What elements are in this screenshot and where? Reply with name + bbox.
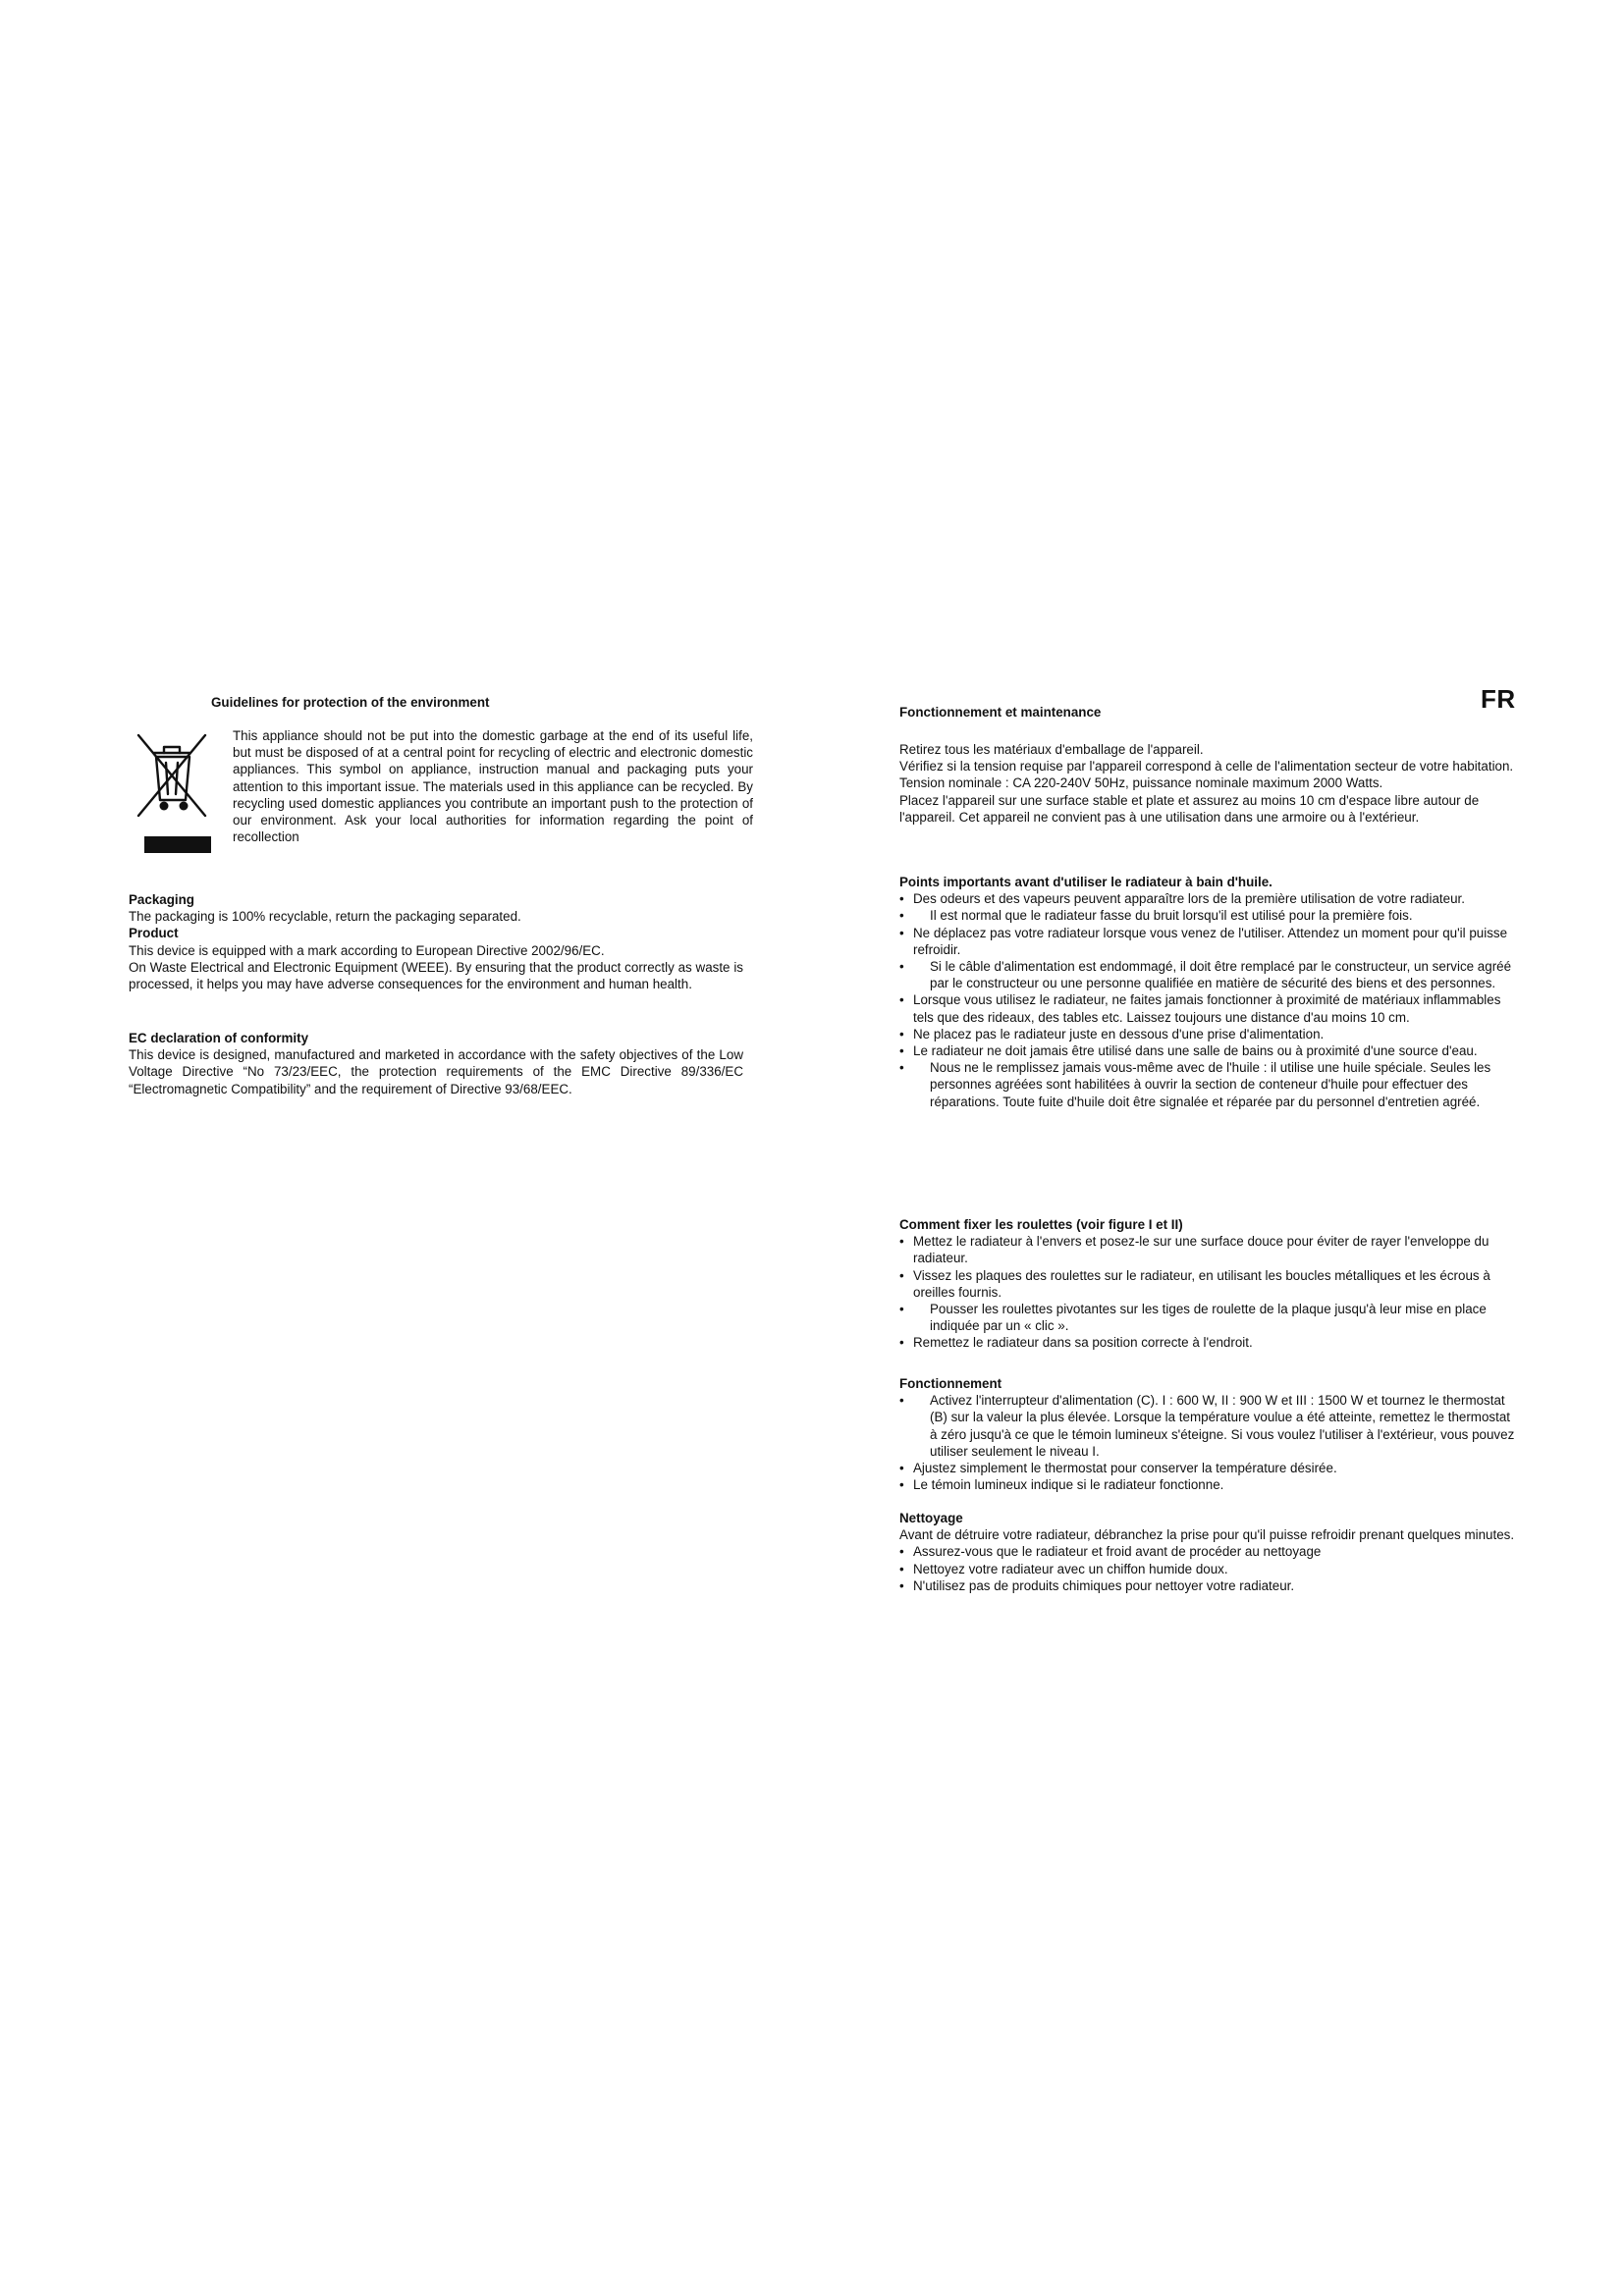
crossed-out-wheelie-bin-icon (135, 731, 209, 822)
product-text-2: On Waste Electrical and Electronic Equipment (WEEE). By ensuring that the product correctly as waste is processed, it helps you may have adverse consequences for the environment and human health. (129, 959, 743, 992)
intro-line: Tension nominale : CA 220-240V 50Hz, puissance nominale maximum 2000 Watts. (899, 775, 1383, 791)
important-points-section (899, 874, 1518, 1110)
product-heading: Product (129, 926, 179, 941)
weee-black-bar (144, 836, 211, 853)
ec-declaration-heading: EC declaration of conformity (129, 1031, 309, 1045)
operation-section (899, 1375, 1518, 1493)
page-title: Fonctionnement et maintenance (899, 705, 1102, 720)
list-item: • Si le câble d'alimentation est endommagé, il doit être remplacé par le constructeur, un service agréé par le constructeur ou une personne qualifiée en matière de sécurité des biens et des personnes. (899, 958, 1518, 991)
list-item: • Nettoyez votre radiateur avec un chiffon humide doux. (899, 1561, 1518, 1577)
cleaning-heading: Nettoyage (899, 1511, 963, 1525)
list-item: • Lorsque vous utilisez le radiateur, ne faites jamais fonctionner à proximité de matériaux inflammables tels que des rideaux, des tables etc. Laissez toujours une distance d'au moins 10 cm. (899, 991, 1518, 1025)
cleaning-section (899, 1510, 1518, 1594)
intro-line: Retirez tous les matériaux d'emballage de l'appareil. (899, 742, 1204, 757)
product-text-1: This device is equipped with a mark according to European Directive 2002/96/EC. (129, 942, 605, 958)
list-item: • Ne déplacez pas votre radiateur lorsque vous venez de l'utiliser. Attendez un moment pour qu'il puisse refroidir. (899, 925, 1518, 958)
list-item: • Il est normal que le radiateur fasse du bruit lorsqu'il est utilisé pour la première fois. (899, 907, 1518, 924)
environment-guidelines-heading: Guidelines for protection of the environment (211, 695, 490, 710)
list-item: • Le témoin lumineux indique si le radiateur fonctionne. (899, 1476, 1518, 1493)
intro-line: Placez l'appareil sur une surface stable et plate et assurez au moins 10 cm d'espace libre autour de l'appareil. Cet appareil ne convient pas à une utilisation dans une armoire ou à l'extérieur. (899, 792, 1480, 825)
important-points-heading: Points importants avant d'utiliser le radiateur à bain d'huile. (899, 875, 1272, 889)
list-item: • Assurez-vous que le radiateur et froid avant de procéder au nettoyage (899, 1543, 1518, 1560)
intro-section (899, 741, 1518, 826)
list-item: • Ajustez simplement le thermostat pour conserver la température désirée. (899, 1460, 1518, 1476)
list-item: • Vissez les plaques des roulettes sur le radiateur, en utilisant les boucles métalliques et les écrous à oreilles fournis. (899, 1267, 1518, 1301)
language-badge: FR (1481, 684, 1516, 714)
wheels-section (899, 1216, 1518, 1352)
environment-guidelines-text: This appliance should not be put into the domestic garbage at the end of its useful life, but must be disposed of at a central point for recycling of electric and electronic domestic appliances. This symbol on appliance, instruction manual and packaging puts your attention to this important issue. The materials used in this appliance can be recycled. By recycling used domestic appliances you contribute an important push to the protection of our environment. Ask your local authorities for information regarding the point of recollection (233, 728, 753, 845)
list-item: • Des odeurs et des vapeurs peuvent apparaître lors de la première utilisation de votre radiateur. (899, 890, 1518, 907)
packaging-heading: Packaging (129, 892, 194, 907)
packaging-section (129, 891, 743, 992)
list-item: • Ne placez pas le radiateur juste en dessous d'une prise d'alimentation. (899, 1026, 1518, 1042)
ec-declaration-section (129, 1030, 743, 1097)
list-item: • Mettez le radiateur à l'envers et posez-le sur une surface douce pour éviter de rayer l'enveloppe du radiateur. (899, 1233, 1518, 1266)
ec-declaration-text: This device is designed, manufactured and marketed in accordance with the safety objectives of the Low Voltage Directive “No 73/23/EEC, the protection requirements of the EMC Directive 89/336/EC “Electromagnetic Compatibility” and the requirement of Directive 93/68/EEC. (129, 1047, 743, 1096)
operation-heading: Fonctionnement (899, 1376, 1002, 1391)
list-item: • Remettez le radiateur dans sa position correcte à l'endroit. (899, 1334, 1518, 1351)
packaging-text: The packaging is 100% recyclable, return the packaging separated. (129, 909, 521, 925)
list-item: • Le radiateur ne doit jamais être utilisé dans une salle de bains ou à proximité d'une source d'eau. (899, 1042, 1518, 1059)
list-item: • N'utilisez pas de produits chimiques pour nettoyer votre radiateur. (899, 1577, 1518, 1594)
wheels-heading: Comment fixer les roulettes (voir figure I et II) (899, 1217, 1183, 1232)
list-item: • Activez l'interrupteur d'alimentation (C). I : 600 W, II : 900 W et III : 1500 W et tournez le thermostat (B) sur la valeur la plus élevée. Lorsque la température voulue a été atteinte, remettez le thermostat à zéro jusqu'à ce que le témoin lumineux s'éteigne. Si vous voulez l'utiliser à l'extérieur, vous pouvez utiliser seulement le niveau I. (899, 1392, 1518, 1460)
list-item: • Pousser les roulettes pivotantes sur les tiges de roulette de la plaque jusqu'à leur mise en place indiquée par un « clic ». (899, 1301, 1518, 1334)
cleaning-intro: Avant de détruire votre radiateur, débranchez la prise pour qu'il puisse refroidir prenant quelques minutes. (899, 1527, 1515, 1543)
intro-line: Vérifiez si la tension requise par l'appareil correspond à celle de l'alimentation secteur de votre habitation. (899, 759, 1514, 774)
list-item: • Nous ne le remplissez jamais vous-même avec de l'huile : il utilise une huile spéciale. Seules les personnes agréées sont habilitées à ouvrir la section de conteneur d'huile pour effectuer des réparations. Toute fuite d'huile doit être signalée et réparée par du personnel d'entretien agréé. (899, 1059, 1518, 1110)
